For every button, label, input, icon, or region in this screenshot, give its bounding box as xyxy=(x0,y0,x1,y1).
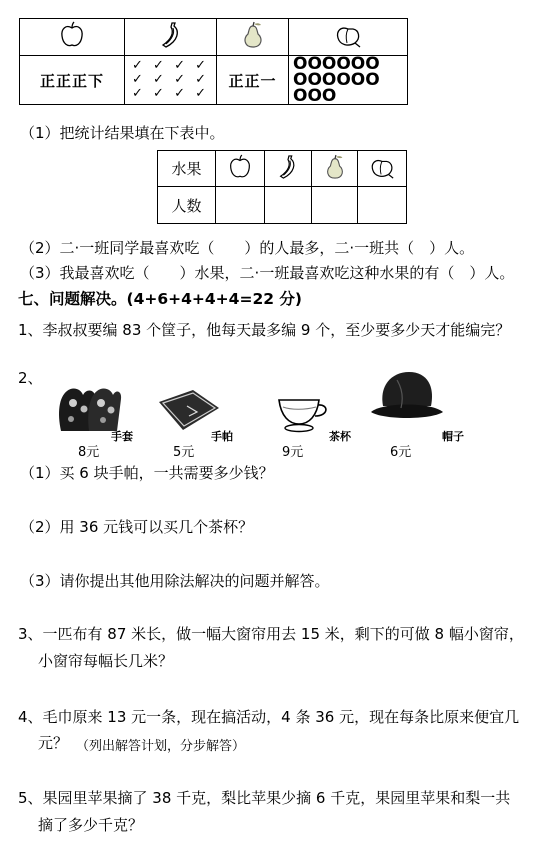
stat-header-fruit: 水果 xyxy=(158,151,216,187)
problem-2-q2: （2）用 36 元钱可以买几个茶杯？ xyxy=(20,518,254,536)
tally-peach-header xyxy=(289,19,408,56)
stat-peach-count[interactable] xyxy=(358,187,407,224)
tally-banana-header xyxy=(125,19,217,56)
banana-icon xyxy=(276,154,300,180)
stat-banana-count[interactable] xyxy=(265,187,312,224)
item-price-handkerchief: 5元 xyxy=(173,445,195,460)
problem-4-note: （列出解答计划，分步解答） xyxy=(76,739,246,754)
apple-icon xyxy=(59,21,85,49)
problem-1: 1、李叔叔要编 83 个筐子，他每天最多编 9 个，至少要多少天才能编完？ xyxy=(18,321,511,339)
stat-pear-count[interactable] xyxy=(312,187,358,224)
problem-4-line2: 元？ xyxy=(38,734,69,752)
problem-3-line2: 小窗帘每幅长几米？ xyxy=(38,652,174,670)
q2-line: （2）二·一班同学最喜欢吃（ ）的人最多，二·一班共（ ）人。 xyxy=(20,239,475,257)
problem-2-q1: （1）买 6 块手帕，一共需要多少钱？ xyxy=(20,464,274,482)
pear-icon xyxy=(323,154,347,180)
hat-icon xyxy=(367,370,447,426)
problem-2-q3: （3）请你提出其他用除法解决的问题并解答。 xyxy=(20,572,330,590)
tally-banana-count: ✓ ✓ ✓ ✓ ✓ ✓ ✓ ✓ ✓ ✓ ✓ ✓ xyxy=(125,56,217,105)
pear-icon xyxy=(240,21,266,49)
stat-pear-icon-cell xyxy=(312,151,358,187)
stat-banana-icon-cell xyxy=(265,151,312,187)
stat-apple-count[interactable] xyxy=(216,187,265,224)
q3-line: （3）我最喜欢吃（ ）水果，二·一班最喜欢吃这种水果的有（ ）人。 xyxy=(20,264,515,282)
stat-table xyxy=(157,150,407,224)
problem-2-number: 2、 xyxy=(18,369,43,387)
stat-peach-icon-cell xyxy=(358,151,407,187)
tally-apple-count: 正正正下 xyxy=(20,56,125,105)
item-price-hat: 6元 xyxy=(390,445,412,460)
stat-apple-icon-cell xyxy=(216,151,265,187)
item-name-hat: 帽子 xyxy=(442,430,464,443)
problem-5-line1: 5、果园里苹果摘了 38 千克，梨比苹果少摘 6 千克，果园里苹果和梨一共 xyxy=(18,789,511,807)
tally-pear-header xyxy=(217,19,289,56)
item-name-handkerchief: 手帕 xyxy=(211,430,233,443)
item-name-gloves: 手套 xyxy=(111,430,133,443)
peach-icon xyxy=(333,21,363,49)
problem-4-line1: 4、毛巾原来 13 元一条，现在搞活动，4 条 36 元，现在每条比原来便宜几 xyxy=(18,708,520,726)
stat-header-count: 人数 xyxy=(158,187,216,224)
problem-5-line2: 摘了多少千克？ xyxy=(38,816,144,834)
problem-3-line1: 3、一匹布有 87 米长，做一幅大窗帘用去 15 米，剩下的可做 8 幅小窗帘， xyxy=(18,625,524,643)
item-price-teacup: 9元 xyxy=(282,445,304,460)
tally-peach-count: OOOOOO OOOOOO OOO xyxy=(289,56,408,105)
peach-icon xyxy=(368,154,396,180)
item-name-teacup: 茶杯 xyxy=(329,430,351,443)
tally-table xyxy=(19,18,408,105)
q1-label: （1）把统计结果填在下表中。 xyxy=(20,124,225,142)
section7-title: 七、问题解决。(4+6+4+4+4=22 分) xyxy=(18,290,302,308)
banana-icon xyxy=(158,21,184,49)
tally-apple-header xyxy=(20,19,125,56)
tally-pear-count: 正正一 xyxy=(217,56,289,105)
teacup-icon xyxy=(275,394,335,434)
item-price-gloves: 8元 xyxy=(78,445,100,460)
apple-icon xyxy=(228,154,252,180)
